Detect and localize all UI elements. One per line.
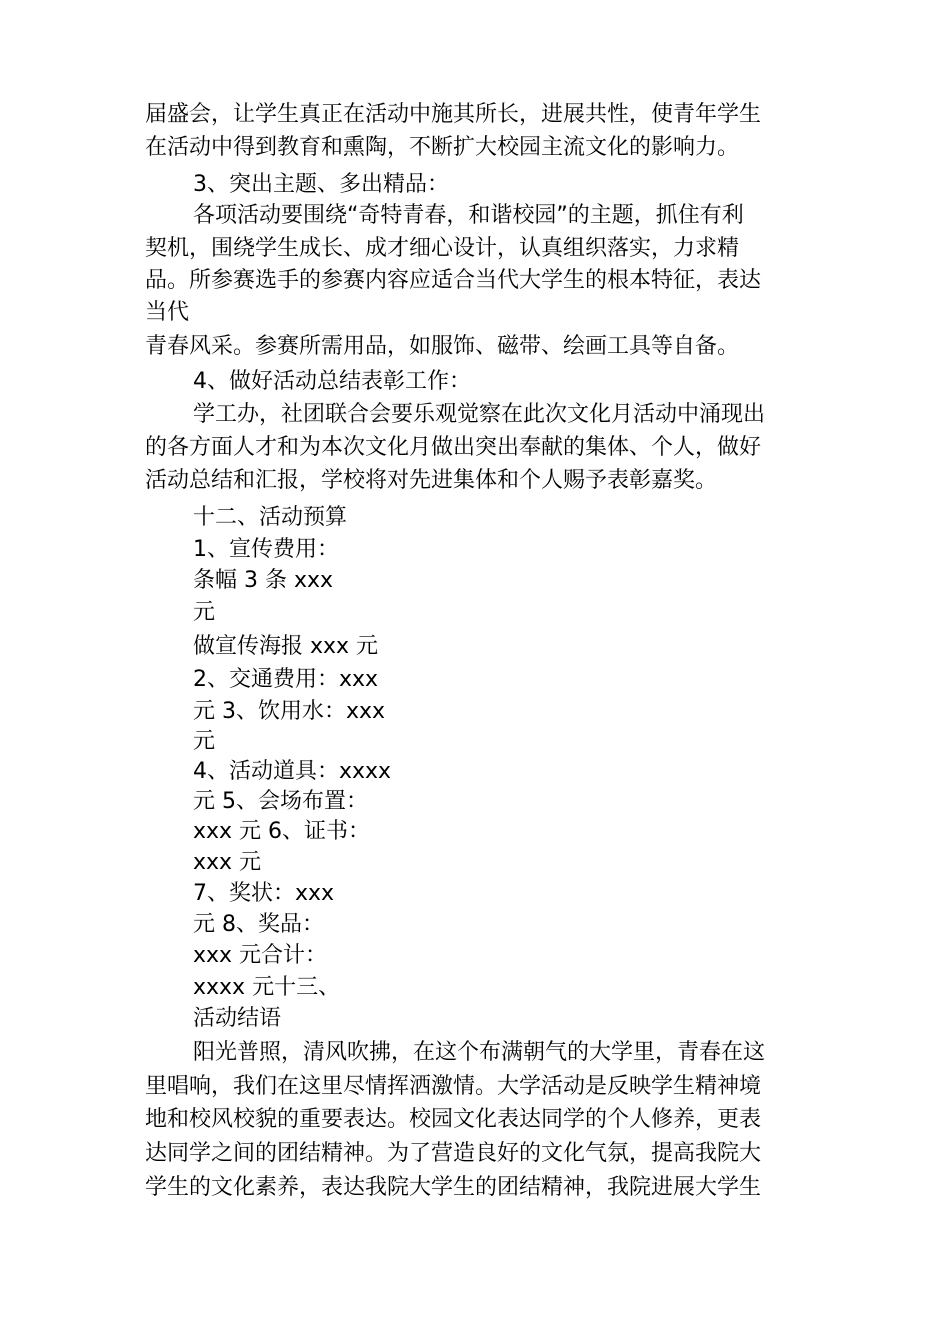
text-line: 里唱响，我们在这里尽情挥洒激情。大学活动是反映学生精神境 xyxy=(145,1074,762,1099)
budget-line: 元 xyxy=(193,729,216,754)
text-line: 阳光普照，清风吹拂，在这个布满朝气的大学里，青春在这 xyxy=(193,1040,766,1065)
budget-line: 元 3、饮用水：xxx xyxy=(193,699,386,724)
budget-line: xxx 元合计： xyxy=(193,943,328,968)
section-heading: 4、做好活动总结表彰工作： xyxy=(193,369,471,394)
text-line: 学工办，社团联合会要乐观觉察在此次文化月活动中涌现出 xyxy=(193,402,766,427)
budget-line: 1、宣传费用： xyxy=(193,537,339,562)
budget-line: 元 xyxy=(193,600,216,625)
budget-line: 元 5、会场布置： xyxy=(193,789,368,814)
budget-line: 条幅 3 条 xxx xyxy=(193,568,334,593)
text-line: 地和校风校貌的重要表达。校园文化表达同学的个人修养，更表 xyxy=(145,1107,762,1132)
budget-line: xxx 元 xyxy=(193,850,262,875)
text-line: 契机，围绕学生成长、成才细心设计，认真组织落实，力求精 xyxy=(145,236,740,261)
section-heading: 3、突出主题、多出精品： xyxy=(193,172,449,197)
text-line: 活动总结和汇报，学校将对先进集体和个人赐予表彰嘉奖。 xyxy=(145,468,718,493)
budget-line: 做宣传海报 xxx 元 xyxy=(193,634,379,659)
budget-line: xxxx 元十三、 xyxy=(193,975,341,1000)
text-line: 当代 xyxy=(145,300,190,325)
budget-line: 元 8、奖品： xyxy=(193,912,324,937)
text-line: 各项活动要围绕“奇特青春，和谐校园”的主题，抓住有利 xyxy=(193,203,744,228)
text-line: 青春风采。参赛所需用品，如服饰、磁带、绘画工具等自备。 xyxy=(145,334,740,359)
text-line: 在活动中得到教育和熏陶，不断扩大校园主流文化的影响力。 xyxy=(145,135,740,160)
budget-line: 2、交通费用：xxx xyxy=(193,667,379,692)
text-line: 达同学之间的团结精神。为了营造良好的文化气氛，提高我院大 xyxy=(145,1141,762,1166)
section-heading: 活动结语 xyxy=(193,1006,282,1031)
text-line: 届盛会，让学生真正在活动中施其所长，进展共性，使青年学生 xyxy=(145,102,762,127)
text-line: 的各方面人才和为本次文化月做出突出奉献的集体、个人，做好 xyxy=(145,435,762,460)
section-heading: 十二、活动预算 xyxy=(193,505,348,530)
text-line: 品。所参赛选手的参赛内容应适合当代大学生的根本特征，表达 xyxy=(145,268,762,293)
budget-line: xxx 元 6、证书： xyxy=(193,819,371,844)
text-line: 学生的文化素养，表达我院大学生的团结精神，我院进展大学生 xyxy=(145,1175,762,1200)
budget-line: 4、活动道具：xxxx xyxy=(193,759,392,784)
budget-line: 7、奖状：xxx xyxy=(193,881,335,906)
